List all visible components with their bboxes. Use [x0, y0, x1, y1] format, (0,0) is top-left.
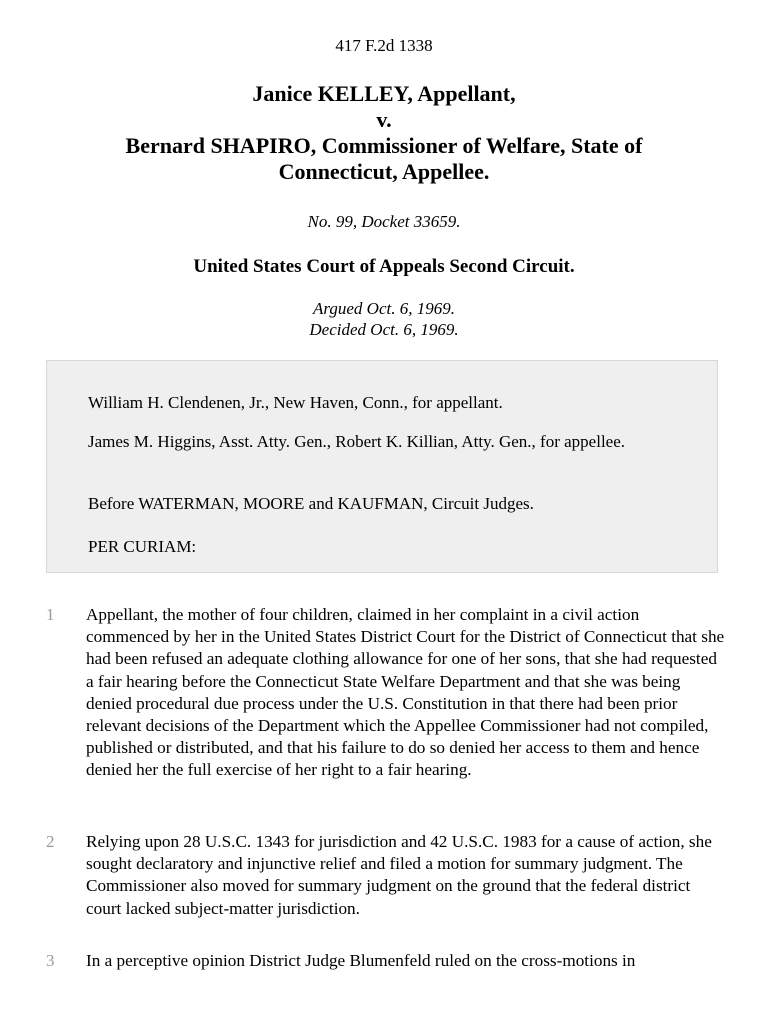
case-citation: 417 F.2d 1338	[335, 36, 433, 55]
caption-appellee-line1: Bernard SHAPIRO, Commissioner of Welfare, State of	[125, 133, 643, 158]
caption-versus: v.	[376, 107, 392, 132]
judges-line: Before WATERMAN, MOORE and KAUFMAN, Circuit Judges.	[88, 494, 534, 513]
argued-date: Argued Oct. 6, 1969.	[313, 299, 455, 318]
case-dates	[0, 298, 768, 340]
counsel-appellant: William H. Clendenen, Jr., New Haven, Conn., for appellant.	[88, 393, 503, 412]
court-name: United States Court of Appeals Second Circuit.	[193, 256, 575, 277]
paragraph-number: 3	[46, 951, 55, 970]
counsel-appellee: James M. Higgins, Asst. Atty. Gen., Robert K. Killian, Atty. Gen., for appellee.	[88, 432, 626, 451]
decided-date: Decided Oct. 6, 1969.	[309, 320, 459, 339]
caption-appellant: Janice KELLEY, Appellant,	[252, 81, 516, 106]
paragraph-text: Relying upon 28 U.S.C. 1343 for jurisdiction and 42 U.S.C. 1983 for a cause of action, she sought declaratory and injunctive relief and filed a motion for summary judgment. The Commissioner also moved for summary judgment on the ground that the federal district court lacked subject-matter jurisdiction.	[86, 832, 712, 918]
per-curiam-label: PER CURIAM:	[88, 537, 197, 556]
docket-number: No. 99, Docket 33659.	[307, 212, 461, 231]
paragraph-text: Appellant, the mother of four children, claimed in her complaint in a civil action commenced by her in the United States District Court for the District of Connecticut that she had been refused an adequate clothing allowance for one of her sons, that she had requested a fair hearing before the Connecticut State Welfare Department and that she was being denied procedural due process under the U.S. Constitution in that there had been prior relevant decisions of the Department which the Appellee Commissioner had not compiled, published or distributed, and that his failure to do so denied her access to them and hence denied her the full exercise of her right to a fair hearing.	[86, 605, 725, 780]
paragraph-number: 2	[46, 832, 55, 851]
paragraph-text: In a perceptive opinion District Judge Blumenfeld ruled on the cross-motions in	[86, 951, 636, 970]
counsel-box	[46, 360, 718, 573]
paragraph-number: 1	[46, 605, 55, 624]
caption-appellee-line2: Connecticut, Appellee.	[278, 159, 490, 184]
case-caption	[60, 81, 708, 185]
